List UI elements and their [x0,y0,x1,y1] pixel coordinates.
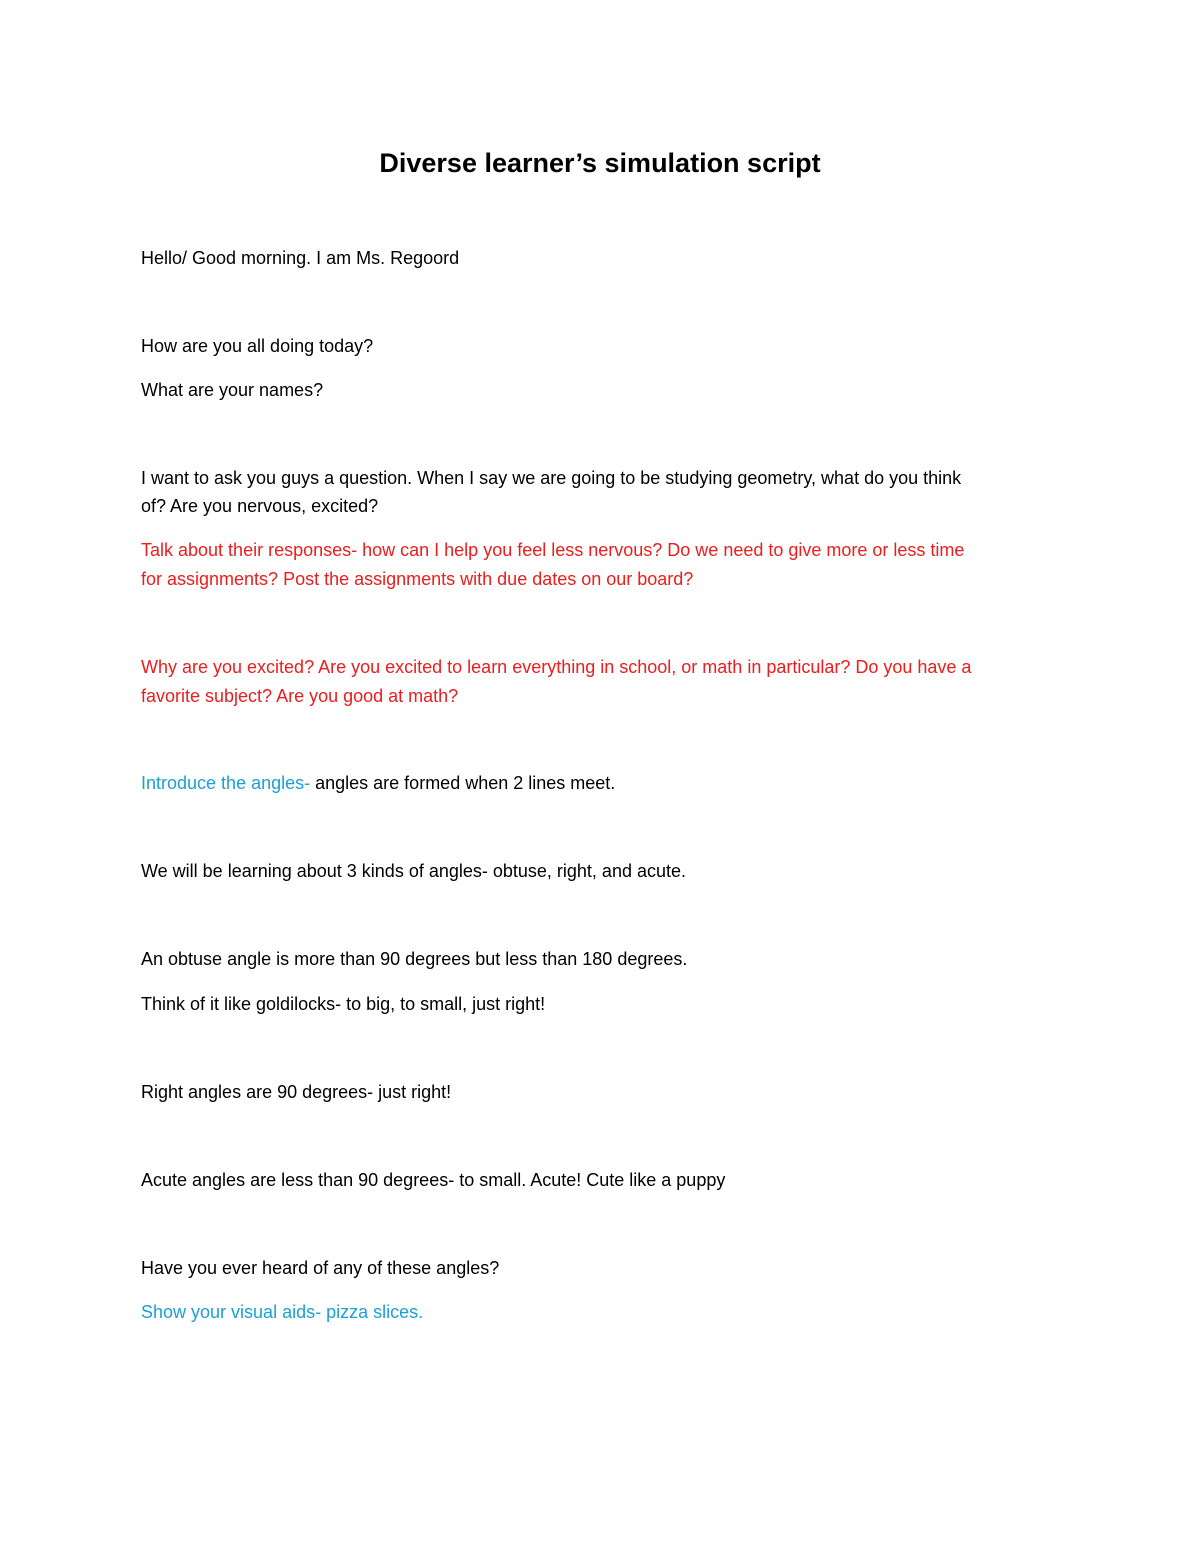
three-kinds-line: We will be learning about 3 kinds of angles- obtuse, right, and acute. [141,861,687,881]
talk-responses-line-1: Talk about their responses- how can I help you feel less nervous? Do we need to give more or less time [141,540,965,560]
right-angle-line: Right angles are 90 degrees- just right! [141,1082,452,1102]
names-line: What are your names? [141,380,324,400]
geometry-question-line-2: of? Are you nervous, excited? [141,496,379,516]
introduce-angles-line [141,769,1061,797]
obtuse-angle-line: An obtuse angle is more than 90 degrees but less than 180 degrees. [141,949,688,969]
talk-responses-line-2: for assignments? Post the assignments with due dates on our board? [141,569,694,589]
goldilocks-line: Think of it like goldilocks- to big, to small, just right! [141,994,546,1014]
heard-of-angles-line: Have you ever heard of any of these angles? [141,1258,500,1278]
document-title: Diverse learner’s simulation script [379,148,821,178]
how-are-you-line: How are you all doing today? [141,336,374,356]
greeting-line: Hello/ Good morning. I am Ms. Regoord [141,248,460,268]
geometry-question-line-1: I want to ask you guys a question. When I say we are going to be studying geometry, what do you think [141,468,962,488]
introduce-angles-prompt: Introduce the angles- [141,773,311,793]
why-excited-line-2: favorite subject? Are you good at math? [141,686,459,706]
acute-angle-line: Acute angles are less than 90 degrees- to small. Acute! Cute like a puppy [141,1170,726,1190]
visual-aids-line: Show your visual aids- pizza slices. [141,1302,424,1322]
introduce-angles-text: angles are formed when 2 lines meet. [310,773,616,793]
why-excited-line-1: Why are you excited? Are you excited to learn everything in school, or math in particular? Do you have a [141,657,972,677]
